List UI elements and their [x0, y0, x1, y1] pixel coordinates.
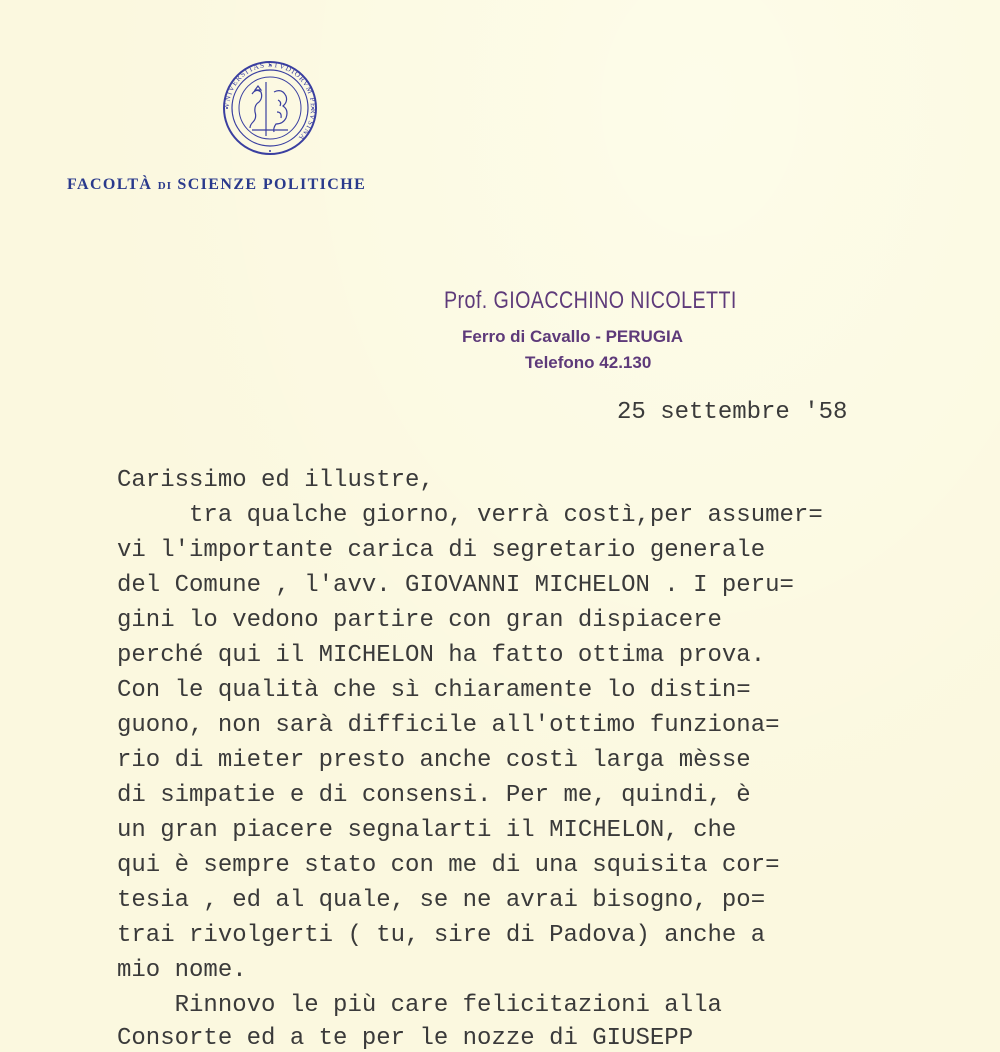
- body-line: qui è sempre stato con me di una squisita cor=: [117, 852, 780, 879]
- sender-phone: Telefono 42.130: [525, 353, 652, 372]
- letter-date: 25 settembre '58: [617, 399, 848, 426]
- faculty-heading: [67, 176, 366, 194]
- sender-address: Ferro di Cavallo - PERUGIA: [462, 327, 684, 346]
- body-line: Con le qualità che sì chiaramente lo distin=: [117, 677, 751, 704]
- body-line: tesia , ed al quale, se ne avrai bisogno, po=: [117, 887, 766, 914]
- body-line: rio di mieter presto anche costì larga mèsse: [117, 747, 751, 774]
- body-line: mio nome.: [117, 957, 247, 984]
- body-line: gini lo vedono partire con gran dispiacere: [117, 607, 722, 634]
- body-line: trai rivolgerti ( tu, sire di Padova) anche a: [117, 922, 766, 949]
- body-line: guono, non sarà difficile all'ottimo funziona=: [117, 712, 780, 739]
- body-line: tra qualche giorno, verrà costì,per assumer=: [117, 502, 823, 529]
- body-line: perché qui il MICHELON ha fatto ottima prova.: [117, 642, 766, 669]
- faculty-word-2: DI: [157, 180, 173, 192]
- university-seal-icon: [222, 60, 318, 156]
- sender-name: Prof. GIOACCHINO NICOLETTI: [444, 287, 737, 314]
- body-line: un gran piacere segnalarti il MICHELON, che: [117, 817, 737, 844]
- body-line: Carissimo ed illustre,: [117, 467, 434, 494]
- faculty-word-3: SCIENZE POLITICHE: [177, 176, 367, 193]
- body-line: Consorte ed a te per le nozze di GIUSEPP: [117, 1025, 694, 1052]
- body-line: del Comune , l'avv. GIOVANNI MICHELON . I peru=: [117, 572, 794, 599]
- body-line: Rinnovo le più care felicitazioni alla: [117, 992, 722, 1019]
- faculty-word-1: FACOLTÀ: [67, 176, 153, 193]
- body-line: di simpatie e di consensi. Per me, quindi, è: [117, 782, 751, 809]
- seal-inscription: VNIVERSITAS STVDIORVM PERVSINA: [222, 60, 318, 144]
- body-line: vi l'importante carica di segretario generale: [117, 537, 766, 564]
